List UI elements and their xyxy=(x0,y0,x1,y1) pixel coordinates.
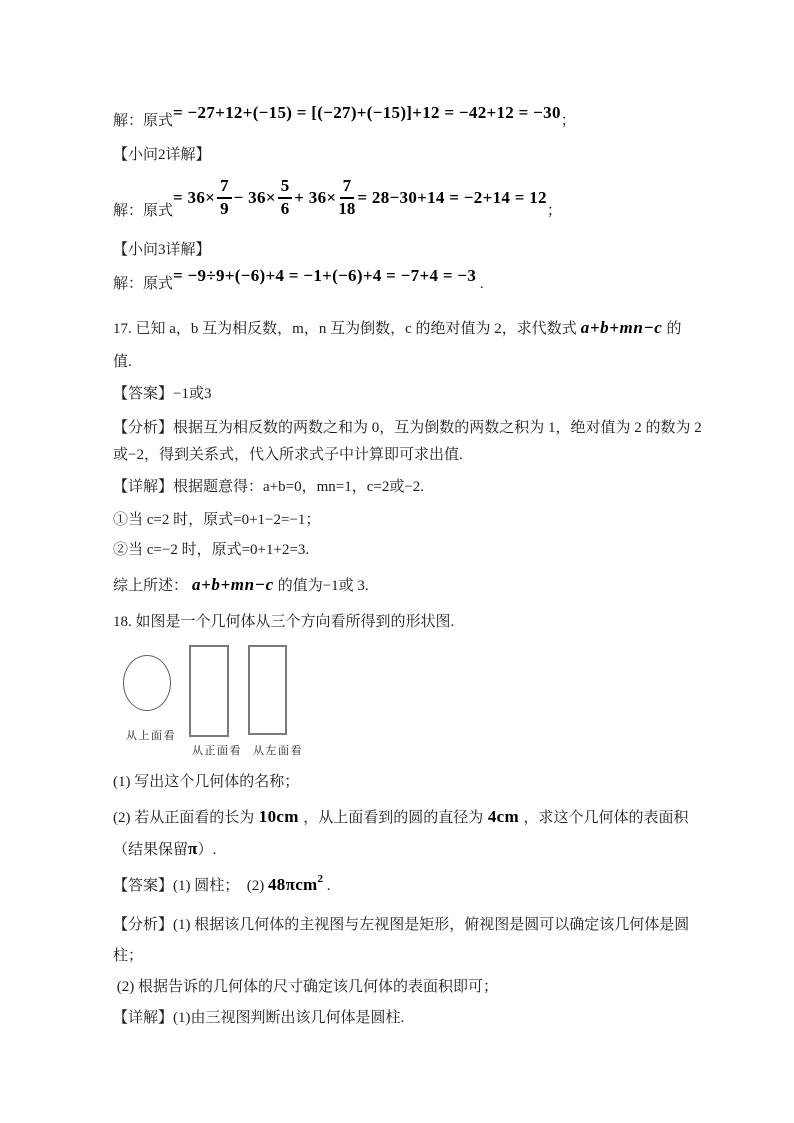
math-run: 10cm xyxy=(254,807,304,826)
denominator: 6 xyxy=(280,198,290,218)
text-run: 的值为−1或 3. xyxy=(277,578,369,594)
text-run: ①当 c=2 时，原式=0+1−2=−1； xyxy=(113,512,321,528)
math-run: = 28−30+14 = −2+14 = 12 xyxy=(357,187,547,207)
math-run: π xyxy=(188,839,198,858)
text-line xyxy=(113,1008,404,1029)
text-run: ，求这个几何体的表面积 xyxy=(523,810,689,826)
text-line xyxy=(113,946,143,967)
text-line xyxy=(113,915,689,936)
superscript: 2 xyxy=(317,873,324,885)
numerator: 7 xyxy=(340,177,355,199)
text-run: 值. xyxy=(113,354,132,370)
text-line xyxy=(113,510,320,531)
text-run: (2) 若从正面看的长为 xyxy=(113,810,255,826)
top-view-label: 从上面看 xyxy=(126,730,176,742)
text-run: 或−2，得到关系式，代入所求式子中计算即可求出值. xyxy=(113,447,463,463)
text-run: 【详解】(1)由三视图判断出该几何体是圆柱. xyxy=(113,1010,405,1026)
formula-line xyxy=(113,103,576,129)
text-line xyxy=(113,575,369,597)
text-run: 【分析】根据互为相反数的两数之和为 0，互为倒数的两数之积为 1，绝对值为 2 的数为 2 xyxy=(113,420,702,436)
text-line xyxy=(113,807,689,829)
math-italic-run: a+b+mn−c xyxy=(580,318,663,337)
text-run: (2) 根据告诉的几何体的尺寸确定该几何体的表面积即可； xyxy=(113,979,498,995)
text-line xyxy=(113,318,681,340)
text-line xyxy=(113,772,299,793)
text-run: 【答案】−1或3 xyxy=(113,386,212,402)
text-run: 【答案】(1) 圆柱； (2) xyxy=(113,878,268,894)
fraction xyxy=(278,177,293,218)
text-run: 17. 已知 a，b 互为相反数，m，n 互为倒数，c 的绝对值为 2，求代数式 xyxy=(113,321,577,337)
side-view-rect-shape xyxy=(248,645,287,735)
text-line xyxy=(113,540,309,561)
text-line xyxy=(113,977,498,998)
numerator: 7 xyxy=(217,177,232,199)
denominator: 18 xyxy=(338,198,356,218)
math-run: 4cm xyxy=(483,807,524,826)
text-line xyxy=(113,612,454,633)
text-run-low: ； xyxy=(546,203,562,220)
numerator: 5 xyxy=(278,177,293,199)
denominator: 9 xyxy=(220,198,229,218)
text-run: 【小问3详解】 xyxy=(113,242,211,258)
text-run: 综上所述： xyxy=(113,578,189,594)
text-run-low: 解：原式 xyxy=(113,203,174,220)
math-run: = 36× xyxy=(173,187,216,207)
top-view-ellipse-shape xyxy=(123,655,171,711)
text-line xyxy=(113,839,216,861)
text-line xyxy=(113,240,211,261)
math-run: 48πcm xyxy=(267,875,318,894)
fraction xyxy=(338,177,355,218)
text-line xyxy=(113,145,211,166)
text-run: 的 xyxy=(666,321,682,337)
math-run: + 36× xyxy=(294,187,337,207)
text-line xyxy=(113,384,211,405)
formula-line xyxy=(113,266,484,292)
text-run: 18. 如图是一个几何体从三个方向看所得到的形状图. xyxy=(113,614,455,630)
front-view-rect-shape xyxy=(189,645,229,737)
three-views-figure xyxy=(113,643,333,758)
text-line xyxy=(113,477,424,498)
text-run: 柱； xyxy=(113,948,144,964)
text-run-low: 解：原式 xyxy=(113,276,174,292)
math-run: = −27+12+(−15) = [(−27)+(−15)]+12 = −42+12 = −30 xyxy=(173,103,561,122)
formula-line xyxy=(113,177,562,218)
front-view-label: 从正面看 xyxy=(192,745,242,757)
text-run-low: 解：原式 xyxy=(113,113,174,129)
math-run: = −9÷9+(−6)+4 = −1+(−6)+4 = −7+4 = −3 xyxy=(173,266,477,285)
text-line xyxy=(113,445,463,466)
text-run: ，从上面看到的圆的直径为 xyxy=(303,810,484,826)
text-run: 【详解】根据题意得：a+b=0，mn=1，c=2或−2. xyxy=(113,479,425,495)
fraction xyxy=(217,177,232,218)
text-run-low: ； xyxy=(560,113,576,129)
text-run: ）. xyxy=(197,842,217,858)
text-run: 【小问2详解】 xyxy=(113,147,211,163)
text-run: 【分析】(1) 根据该几何体的主视图与左视图是矩形，俯视图是圆可以确定该几何体是圆 xyxy=(113,917,690,933)
text-line xyxy=(113,352,132,373)
text-line xyxy=(113,875,331,897)
text-line xyxy=(113,418,702,439)
text-run: （结果保留 xyxy=(113,842,189,858)
side-view-label: 从左面看 xyxy=(253,745,303,757)
text-run: (1) 写出这个几何体的名称； xyxy=(113,774,300,790)
text-run: ②当 c=−2 时，原式=0+1+2=3. xyxy=(113,542,310,558)
math-italic-run: a+b+mn−c xyxy=(192,575,274,594)
math-run: − 36× xyxy=(233,187,276,207)
text-run: . xyxy=(323,878,331,894)
text-run-low: . xyxy=(476,276,484,292)
